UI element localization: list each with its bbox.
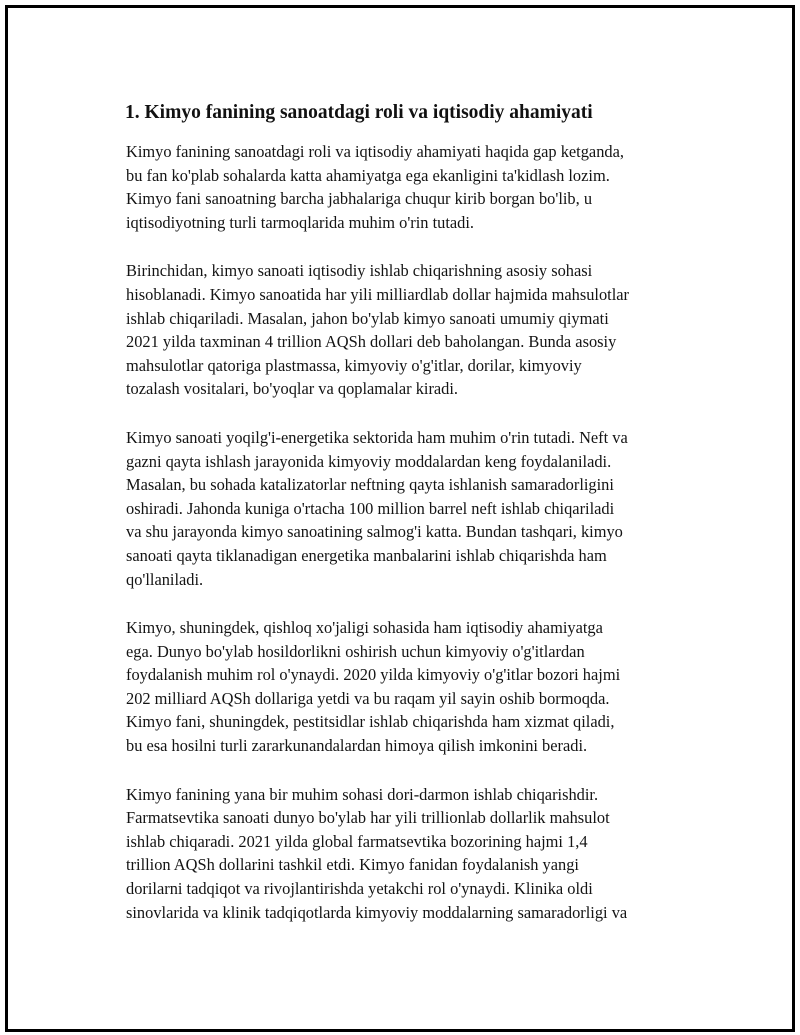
text-line: Kimyo fanining yana bir muhim sohasi dori-darmon ishlab chiqarishdir.	[126, 784, 599, 804]
document-body	[122, 100, 704, 949]
text-line: qo'llaniladi.	[126, 569, 204, 589]
text-line: ega. Dunyo bo'ylab hosildorlikni oshirish uchun kimyoviy o'g'itlardan	[126, 641, 585, 661]
text-line: ishlab chiqaradi. 2021 yilda global farmatsevtika bozorining hajmi 1,4	[126, 831, 588, 851]
text-line: gazni qayta ishlash jarayonida kimyoviy moddalardan keng foydalaniladi.	[126, 451, 612, 471]
paragraph-agriculture	[126, 616, 704, 758]
text-line: Kimyo fani, shuningdek, pestitsidlar ishlab chiqarishda ham xizmat qiladi,	[126, 712, 615, 732]
text-line: va shu jarayonda kimyo sanoatining salmog'i katta. Bundan tashqari, kimyo	[126, 522, 623, 542]
text-line: Kimyo fani sanoatning barcha jabhalariga chuqur kirib borgan bo'lib, u	[126, 189, 593, 209]
text-line: bu esa hosilni turli zararkunandalardan himoya qilish imkonini beradi.	[126, 736, 588, 756]
text-line: sinovlarida va klinik tadqiqotlarda kimyoviy moddalarning samaradorligi va	[126, 902, 628, 922]
text-line: 2021 yilda taxminan 4 trillion AQSh dollari deb baholangan. Bunda asosiy	[126, 332, 617, 352]
paragraph-intro	[126, 140, 704, 234]
text-line: mahsulotlar qatoriga plastmassa, kimyoviy o'g'itlar, dorilar, kimyoviy	[126, 355, 582, 375]
document-page	[5, 5, 795, 1032]
text-line: Birinchidan, kimyo sanoati iqtisodiy ishlab chiqarishning asosiy sohasi	[126, 261, 593, 281]
text-line: ishlab chiqariladi. Masalan, jahon bo'ylab kimyo sanoati umumiy qiymati	[126, 308, 609, 328]
text-line: iqtisodiyotning turli tarmoqlarida muhim o'rin tutadi.	[126, 212, 475, 232]
text-line: Farmatsevtika sanoati dunyo bo'ylab har yili trillionlab dollarlik mahsulot	[126, 808, 610, 828]
text-line: oshiradi. Jahonda kuniga o'rtacha 100 million barrel neft ishlab chiqariladi	[126, 498, 615, 518]
text-line: 202 milliard AQSh dollariga yetdi va bu raqam yil sayin oshib bormoqda.	[126, 688, 610, 708]
text-line: hisoblanadi. Kimyo sanoatida har yili milliardlab dollar hajmida mahsulotlar	[126, 284, 629, 304]
paragraph-energy	[126, 426, 704, 591]
text-line: dorilarni tadqiqot va rivojlantirishda yetakchi rol o'ynaydi. Klinika oldi	[126, 879, 593, 899]
text-line: sanoati qayta tiklanadigan energetika manbalarini ishlab chiqarishda ham	[126, 545, 607, 565]
paragraph-industry	[126, 259, 704, 401]
section-heading: 1. Kimyo fanining sanoatdagi roli va iqtisodiy ahamiyati	[125, 102, 593, 123]
text-line: Kimyo, shuningdek, qishloq xo'jaligi sohasida ham iqtisodiy ahamiyatga	[126, 618, 603, 638]
paragraph-pharma	[126, 783, 704, 925]
text-line: Masalan, bu sohada katalizatorlar neftning qayta ishlanish samaradorligini	[126, 475, 614, 495]
text-line: trillion AQSh dollarini tashkil etdi. Kimyo fanidan foydalanish yangi	[126, 855, 579, 875]
text-line: bu fan ko'plab sohalarda katta ahamiyatga ega ekanligini ta'kidlash lozim.	[126, 165, 610, 185]
text-line: Kimyo fanining sanoatdagi roli va iqtisodiy ahamiyati haqida gap ketganda,	[126, 142, 624, 161]
text-line: tozalash vositalari, bo'yoqlar va qoplamalar kiradi.	[126, 379, 459, 399]
text-line: Kimyo sanoati yoqilg'i-energetika sektorida ham muhim o'rin tutadi. Neft va	[126, 427, 628, 447]
text-line: foydalanish muhim rol o'ynaydi. 2020 yilda kimyoviy o'g'itlar bozori hajmi	[126, 665, 621, 685]
